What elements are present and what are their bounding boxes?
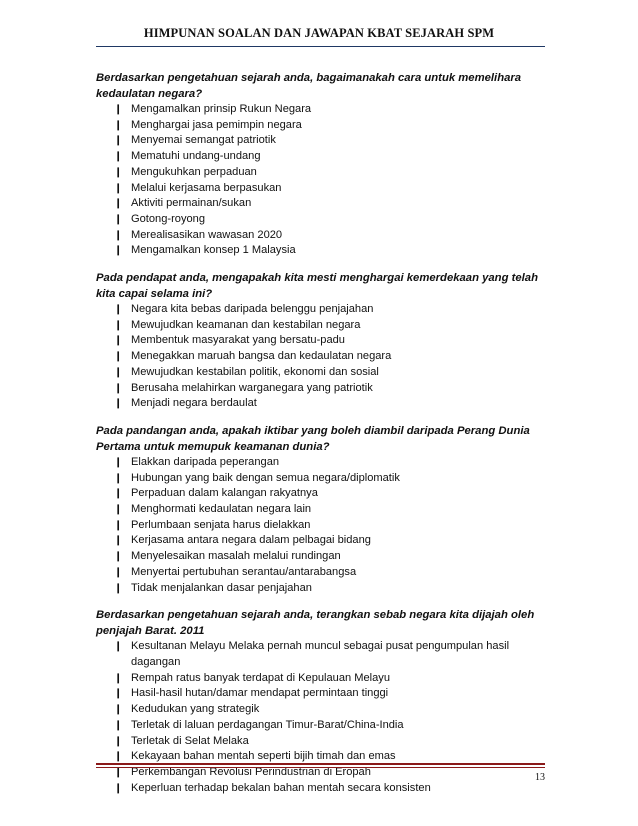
bullet-icon: ❙	[114, 641, 123, 653]
bullet-icon: ❙	[114, 456, 123, 468]
bullet-icon: ❙	[114, 472, 123, 484]
bullet-icon: ❙	[114, 719, 123, 731]
bullet-icon: ❙	[114, 366, 123, 378]
answer-item	[96, 455, 546, 471]
answer-text: Elakkan daripada peperangan	[131, 455, 280, 468]
answer-item	[96, 518, 546, 534]
answer-item	[96, 781, 546, 797]
answer-list	[96, 455, 546, 596]
answer-list	[96, 639, 546, 796]
question-text: Berdasarkan pengetahuan sejarah anda, terangkan sebab negara kita dijajah oleh penjajah Barat. 2011	[96, 609, 535, 638]
bullet-icon: ❙	[114, 398, 123, 410]
answer-item	[96, 549, 546, 565]
answer-item	[96, 486, 546, 502]
answer-item	[96, 702, 546, 718]
question-text: Berdasarkan pengetahuan sejarah anda, bagaimanakah cara untuk memelihara kedaulatan negara?	[96, 72, 522, 100]
answer-item	[96, 565, 546, 581]
bullet-icon: ❙	[114, 766, 123, 778]
bullet-icon: ❙	[114, 488, 123, 500]
answer-text: Mewujudkan keamanan dan kestabilan negara	[131, 318, 361, 331]
bullet-icon: ❙	[114, 229, 123, 241]
page-number: 13	[535, 772, 545, 783]
answer-text: Gotong-royong	[131, 212, 206, 225]
answer-text: Terletak di laluan perdagangan Timur-Barat/China-India	[131, 718, 404, 731]
answer-item	[96, 149, 546, 165]
answer-text: Berusaha melahirkan warganegara yang patriotik	[131, 381, 373, 394]
header-divider	[96, 46, 545, 47]
answer-item	[96, 396, 546, 412]
answer-item	[96, 318, 546, 334]
answer-text: Menyemai semangat patriotik	[131, 134, 276, 147]
bullet-icon: ❙	[114, 304, 123, 316]
page-header-title: HIMPUNAN SOALAN DAN JAWAPAN KBAT SEJARAH SPM	[143, 26, 495, 40]
answer-item	[96, 349, 546, 365]
bullet-icon: ❙	[114, 213, 123, 225]
bullet-icon: ❙	[114, 198, 123, 210]
answer-text: Rempah ratus banyak terdapat di Kepulauan Melayu	[131, 671, 391, 684]
answer-item	[96, 333, 546, 349]
bullet-icon: ❙	[114, 782, 123, 794]
answer-text: Kesultanan Melayu Melaka pernah muncul sebagai pusat pengumpulan hasil dagangan	[131, 640, 510, 668]
answer-item	[96, 133, 546, 149]
answer-item	[96, 639, 546, 670]
answer-item	[96, 381, 546, 397]
answer-text: Hubungan yang baik dengan semua negara/diplomatik	[131, 471, 400, 484]
answer-text: Perpaduan dalam kalangan rakyatnya	[131, 487, 318, 500]
answer-text: Keperluan terhadap bekalan bahan mentah secara konsisten	[131, 781, 431, 794]
answer-text: Merealisasikan wawasan 2020	[131, 228, 283, 241]
answer-item	[96, 734, 546, 750]
answer-item	[96, 686, 546, 702]
bullet-icon: ❙	[114, 582, 123, 594]
bullet-icon: ❙	[114, 566, 123, 578]
bullet-icon: ❙	[114, 351, 123, 363]
answer-text: Melalui kerjasama berpasukan	[131, 181, 282, 194]
footer-divider-thick	[96, 763, 545, 765]
bullet-icon: ❙	[114, 735, 123, 747]
bullet-icon: ❙	[114, 535, 123, 547]
answer-text: Menegakkan maruah bangsa dan kedaulatan negara	[131, 350, 392, 363]
answer-item	[96, 228, 546, 244]
answer-text: Kekayaan bahan mentah seperti bijih timah dan emas	[131, 750, 396, 763]
bullet-icon: ❙	[114, 519, 123, 531]
answer-item	[96, 471, 546, 487]
question-text: Pada pandangan anda, apakah iktibar yang boleh diambil daripada Perang Dunia Pertama untuk memupuk keamanan dunia?	[96, 424, 530, 453]
answer-item	[96, 671, 546, 687]
bullet-icon: ❙	[114, 504, 123, 516]
answer-text: Kerjasama antara negara dalam pelbagai bidang	[131, 534, 371, 547]
bullet-icon: ❙	[114, 704, 123, 716]
bullet-icon: ❙	[114, 104, 123, 115]
bullet-icon: ❙	[114, 319, 123, 331]
bullet-icon: ❙	[114, 151, 123, 163]
bullet-icon: ❙	[114, 182, 123, 194]
answer-text: Hasil-hasil hutan/damar mendapat permintaan tinggi	[131, 687, 389, 700]
answer-text: Negara kita bebas daripada belenggu penjajahan	[131, 303, 374, 316]
answer-text: Mengamalkan konsep 1 Malaysia	[131, 244, 296, 257]
answer-text: Kedudukan yang strategik	[131, 703, 260, 716]
answer-text: Menghormati kedaulatan negara lain	[131, 503, 312, 516]
answer-item	[96, 533, 546, 549]
answer-text: Mematuhi undang-undang	[131, 150, 261, 163]
bullet-icon: ❙	[114, 551, 123, 563]
bullet-icon: ❙	[114, 119, 123, 131]
answer-text: Mengukuhkan perpaduan	[131, 165, 257, 178]
answer-text: Menjadi negara berdaulat	[131, 397, 257, 410]
answer-text: Tidak menjalankan dasar penjajahan	[131, 581, 312, 594]
answer-text: Perlumbaan senjata harus dielakkan	[131, 518, 311, 531]
answer-item	[96, 212, 546, 228]
bullet-icon: ❙	[114, 688, 123, 700]
answer-text: Mewujudkan kestabilan politik, ekonomi dan sosial	[131, 365, 379, 378]
answer-list	[96, 102, 546, 259]
answer-item	[96, 118, 546, 134]
answer-text: Menghargai jasa pemimpin negara	[131, 118, 302, 131]
footer-divider-thin	[96, 767, 545, 768]
qa-section	[96, 270, 546, 412]
answer-text: Membentuk masyarakat yang bersatu-padu	[131, 334, 345, 347]
answer-item	[96, 718, 546, 734]
bullet-icon: ❙	[114, 245, 123, 257]
bullet-icon: ❙	[114, 672, 123, 684]
answer-text: Aktiviti permainan/sukan	[131, 197, 252, 210]
answer-list	[96, 302, 546, 412]
answer-text: Perkembangan Revolusi Perindustrian di Eropah	[131, 765, 371, 778]
bullet-icon: ❙	[114, 751, 123, 763]
document-body	[96, 70, 546, 807]
answer-item	[96, 102, 546, 118]
answer-text: Terletak di Selat Melaka	[131, 734, 249, 747]
answer-text: Mengamalkan prinsip Rukun Negara	[131, 103, 312, 115]
bullet-icon: ❙	[114, 335, 123, 347]
answer-item	[96, 365, 546, 381]
answer-item	[96, 581, 546, 597]
answer-text: Menyelesaikan masalah melalui rundingan	[131, 550, 341, 563]
answer-item	[96, 165, 546, 181]
answer-item	[96, 181, 546, 197]
bullet-icon: ❙	[114, 382, 123, 394]
bullet-icon: ❙	[114, 135, 123, 147]
answer-text: Menyertai pertubuhan serantau/antarabangsa	[131, 565, 357, 578]
question-text: Pada pendapat anda, mengapakah kita mesti menghargai kemerdekaan yang telah kita capai selama ini?	[96, 272, 538, 301]
qa-section	[96, 423, 546, 596]
answer-item	[96, 243, 546, 259]
qa-section	[96, 70, 546, 259]
answer-item	[96, 196, 546, 212]
bullet-icon: ❙	[114, 166, 123, 178]
answer-item	[96, 302, 546, 318]
answer-item	[96, 502, 546, 518]
